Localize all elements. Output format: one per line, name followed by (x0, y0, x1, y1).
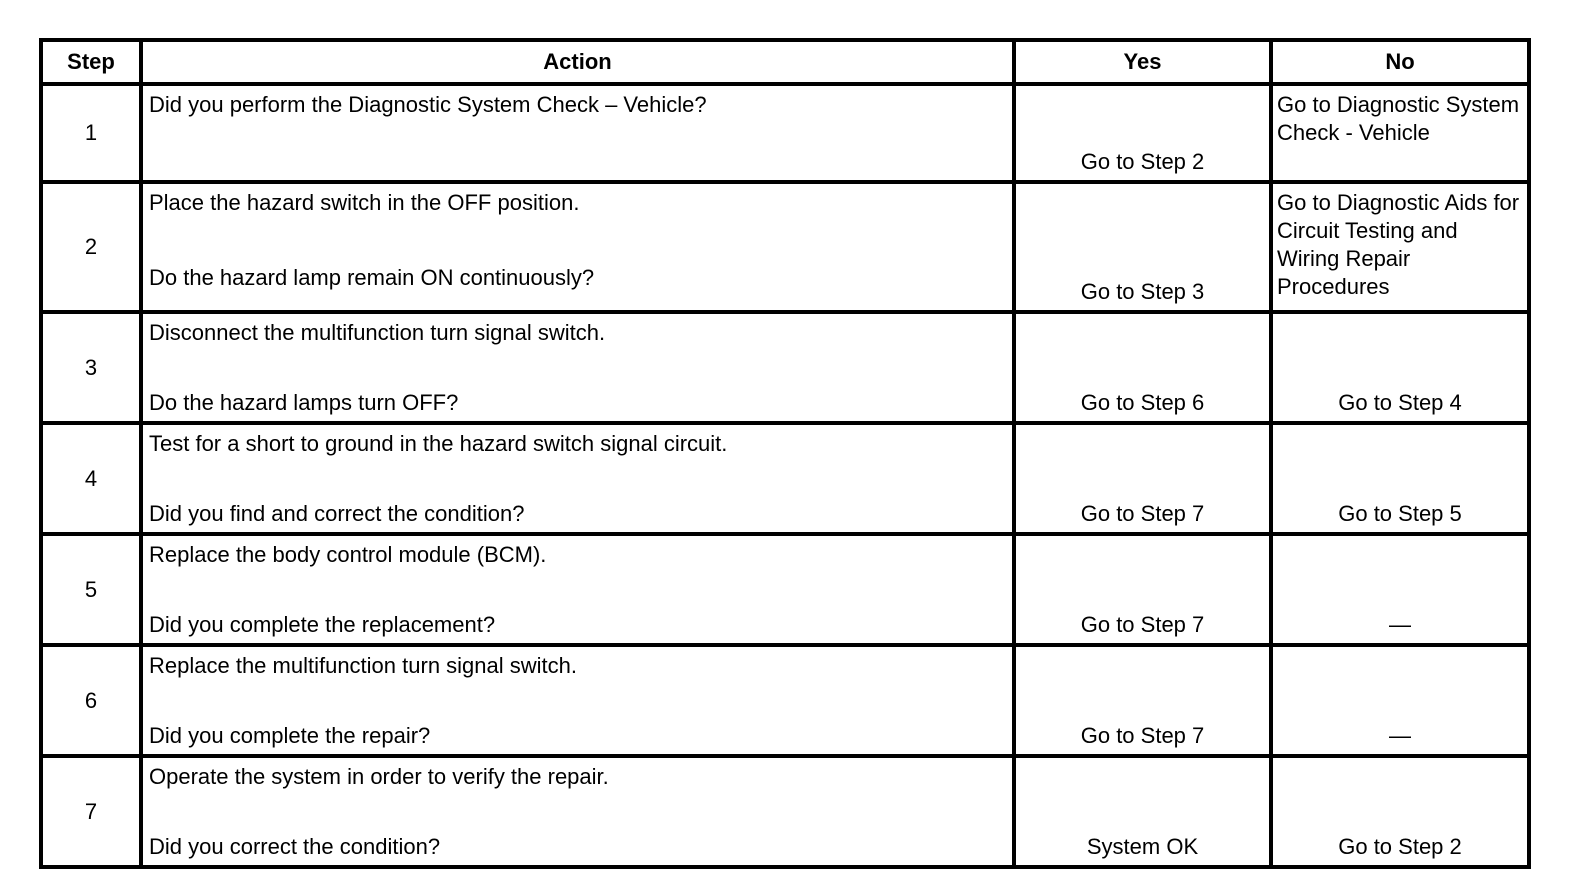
action-text: Disconnect the multifunction turn signal switch. (149, 320, 606, 345)
no-cell (1271, 645, 1529, 756)
action-question: Did you find and correct the condition? (149, 501, 525, 526)
no-result: Go to Diagnostic System Check - Vehicle (1277, 92, 1520, 145)
yes-result: Go to Step 7 (1014, 423, 1271, 534)
action-cell (141, 182, 1014, 312)
action-cell (141, 84, 1014, 182)
header-row (41, 40, 1529, 84)
step-number: 6 (41, 645, 141, 756)
action-text: Replace the body control module (BCM). (149, 542, 547, 567)
no-result: Go to Step 5 (1338, 501, 1462, 526)
table-row (41, 534, 1529, 645)
action-text: Did you perform the Diagnostic System Check – Vehicle? (149, 92, 707, 117)
no-cell (1271, 756, 1529, 867)
yes-result: Go to Step 3 (1014, 182, 1271, 312)
step-number: 5 (41, 534, 141, 645)
action-cell (141, 423, 1014, 534)
no-result: Go to Diagnostic Aids for Circuit Testing and Wiring Repair Procedures (1277, 190, 1520, 299)
action-question: Did you complete the repair? (149, 723, 431, 748)
action-cell (141, 645, 1014, 756)
yes-result: Go to Step 6 (1014, 312, 1271, 423)
step-number: 2 (41, 182, 141, 312)
table-row (41, 182, 1529, 312)
step-number: 3 (41, 312, 141, 423)
yes-result: System OK (1014, 756, 1271, 867)
table-row (41, 423, 1529, 534)
table-row (41, 84, 1529, 182)
no-result: Go to Step 2 (1338, 834, 1462, 859)
diagnostic-table (39, 38, 1531, 869)
no-cell (1271, 182, 1529, 312)
yes-result: Go to Step 7 (1014, 534, 1271, 645)
no-cell (1271, 84, 1529, 182)
table-row (41, 312, 1529, 423)
header-yes: Yes (1014, 40, 1271, 84)
header-step: Step (41, 40, 141, 84)
yes-result: Go to Step 7 (1014, 645, 1271, 756)
action-question: Do the hazard lamps turn OFF? (149, 390, 459, 415)
header-action: Action (141, 40, 1014, 84)
action-text: Replace the multifunction turn signal switch. (149, 653, 577, 678)
header-no: No (1271, 40, 1529, 84)
no-cell (1271, 423, 1529, 534)
no-cell (1271, 534, 1529, 645)
action-cell (141, 756, 1014, 867)
action-text: Test for a short to ground in the hazard switch signal circuit. (149, 431, 728, 456)
action-question: Do the hazard lamp remain ON continuously? (149, 265, 595, 290)
action-text: Operate the system in order to verify the repair. (149, 764, 609, 789)
yes-result: Go to Step 2 (1014, 84, 1271, 182)
step-number: 1 (41, 84, 141, 182)
action-question: Did you correct the condition? (149, 834, 441, 859)
step-number: 4 (41, 423, 141, 534)
no-result: — (1389, 723, 1411, 748)
action-cell (141, 534, 1014, 645)
action-text: Place the hazard switch in the OFF position. (149, 190, 580, 215)
table-row (41, 756, 1529, 867)
step-number: 7 (41, 756, 141, 867)
action-cell (141, 312, 1014, 423)
no-cell (1271, 312, 1529, 423)
no-result: Go to Step 4 (1338, 390, 1462, 415)
no-result: — (1389, 612, 1411, 637)
action-question: Did you complete the replacement? (149, 612, 496, 637)
table-row (41, 645, 1529, 756)
